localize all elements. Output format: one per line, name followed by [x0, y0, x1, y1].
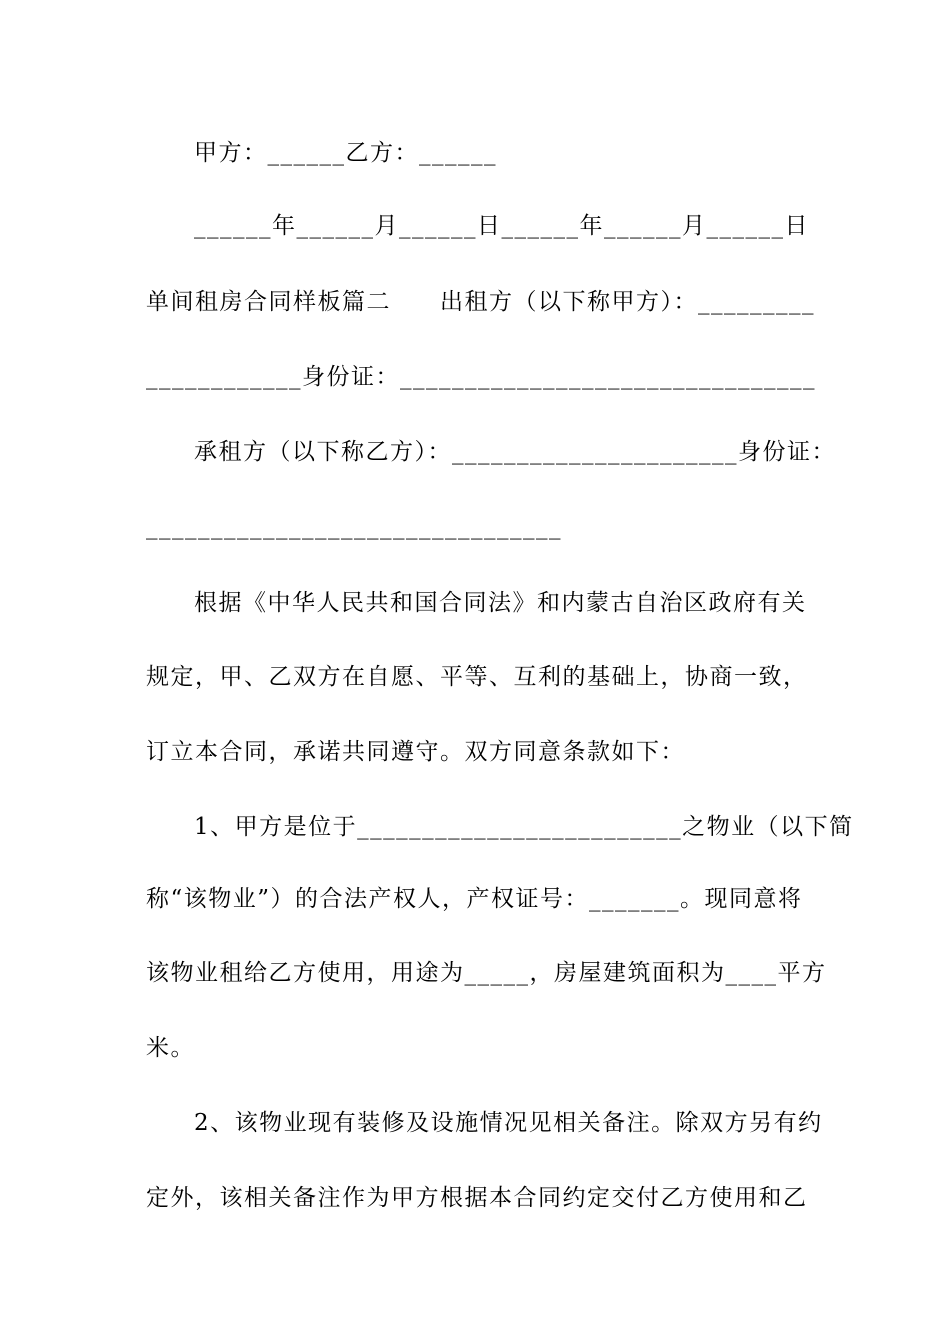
- lessor-line: 单间租房合同样板篇二 出租方（以下称甲方）：_________: [146, 289, 815, 315]
- clause-1-line-4: 米。: [146, 1035, 195, 1061]
- clause-1-line-2: 称“该物业”）的合法产权人，产权证号：_______。现同意将: [146, 886, 803, 912]
- clause-1-line-1: 1、甲方是位于_________________________之物业（以下简: [194, 814, 854, 840]
- clause-1-line-3: 该物业租给乙方使用，用途为_____，房屋建筑面积为____平方: [146, 960, 827, 986]
- paragraph-intro-line-2: 规定，甲、乙双方在自愿、平等、互利的基础上，协商一致，: [146, 664, 808, 690]
- lessee-line: 承租方（以下称乙方）：______________________身份证：: [194, 439, 836, 465]
- lessee-id-blank-line: ________________________________: [146, 514, 562, 540]
- paragraph-intro-line-1: 根据《中华人民共和国合同法》和内蒙古自治区政府有关: [194, 590, 807, 616]
- clause-2-line-2: 定外，该相关备注作为甲方根据本合同约定交付乙方使用和乙: [146, 1185, 808, 1211]
- date-line: ______年______月______日______年______月______日: [194, 213, 809, 239]
- lessor-id-line: ____________身份证：________________________________: [146, 364, 816, 390]
- clause-2-line-1: 2、该物业现有装修及设施情况见相关备注。除双方另有约: [194, 1110, 823, 1136]
- paragraph-intro-line-3: 订立本合同，承诺共同遵守。双方同意条款如下：: [146, 739, 685, 765]
- party-names-line: 甲方：______乙方：______: [194, 140, 497, 166]
